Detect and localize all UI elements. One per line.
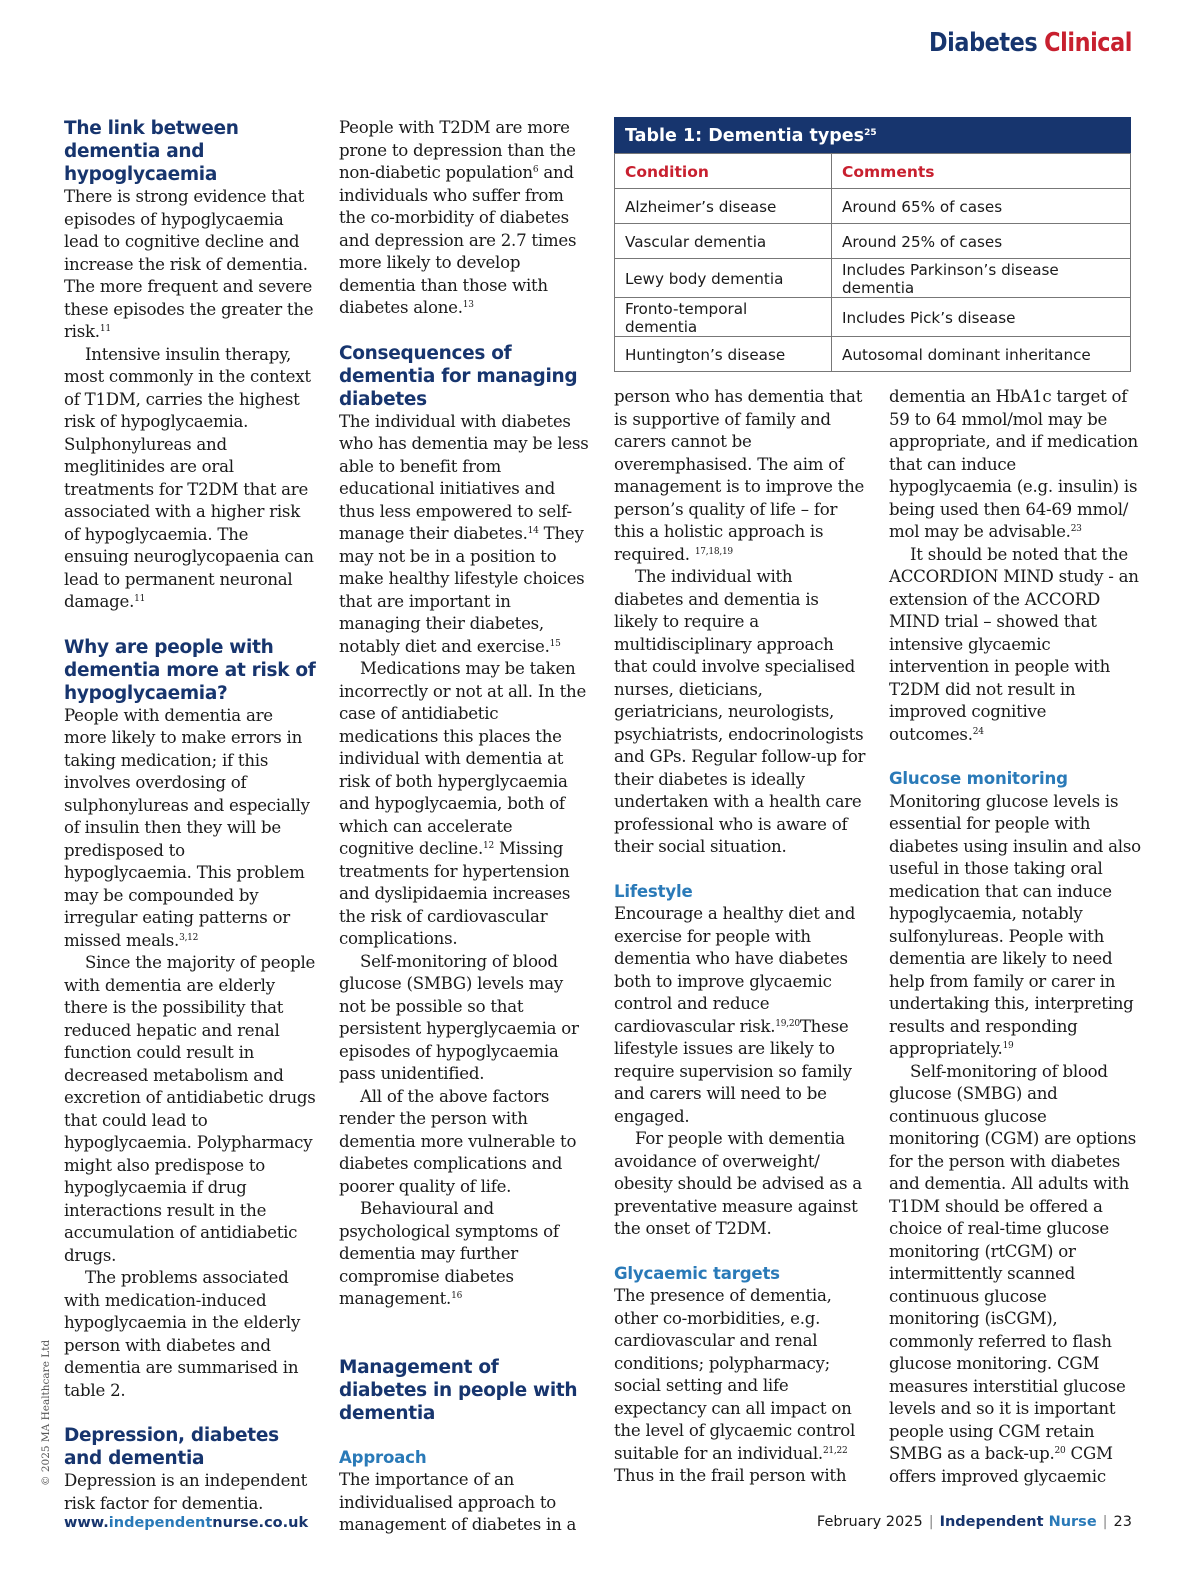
- table: [614, 153, 1131, 372]
- subheading-glycaemic-targets: Glycaemic targets: [614, 1263, 780, 1283]
- cell-condition: Huntington’s disease: [615, 337, 832, 372]
- reference: 16: [451, 1291, 463, 1301]
- cell-comment: Includes Parkinson’s disease dementia: [832, 259, 1131, 298]
- cell-condition: Alzheimer’s disease: [615, 189, 832, 224]
- reference: 6: [532, 165, 539, 175]
- paragraph: People with dementia are more likely to make errors in taking medication; if this involves overdosing of sulphonylureas and especially of insulin then they will be predisposed to hypoglycaemia. This problem may be compounded by irregular eating patterns or missed meals.$^{3,12}$: [64, 705, 310, 950]
- cell-comment: Includes Pick’s disease: [832, 298, 1131, 337]
- heading-management: Management of diabetes in people with dementia: [339, 1356, 578, 1424]
- paragraph: It should be noted that the ACCORDION MIND study - an extension of the ACCORD MIND trial – showed that intensive glycaemic intervention in people with T2DM did not result in improved cognitive outcomes.$^{24}$: [889, 544, 1139, 744]
- copyright-notice: © 2025 MA Healthcare Ltd: [40, 1339, 52, 1486]
- paragraph: All of the above factors render the person with dementia more vulnerable to diabetes complications and poorer quality of life.: [339, 1086, 577, 1196]
- paragraph: There is strong evidence that episodes of hypoglycaemia lead to cognitive decline and increase the risk of dementia. The more frequent and severe these episodes the greater the risk.$^{11}$: [64, 187, 314, 341]
- table-header-row: [615, 154, 1131, 189]
- dementia-types-table: [614, 117, 1131, 372]
- page-footer: February 2025 | Independent Nurse | 23: [816, 1514, 1132, 1530]
- paragraph: For people with dementia avoidance of overweight/ obesity should be advised as a preventative measure against the onset of T2DM.: [614, 1129, 862, 1238]
- paragraph: dementia an HbA1c target of 59 to 64 mmol/mol may be appropriate, and if medication that can induce hypoglycaemia (e.g. insulin) is being used then 64-69 mmol/ mol may be advisable.$^{23}$: [889, 387, 1138, 541]
- header-diabetes: Diabetes: [929, 28, 1038, 58]
- reference: 24: [972, 726, 984, 737]
- column-3: [614, 386, 866, 1488]
- paragraph: People with T2DM are more prone to depression than the non-diabetic population$^6$ and individuals who suffer from the co-morbidity of diabetes and depression are 2.7 times more likely to develop dementia than those with diabetes alone.$^{13}$: [339, 118, 577, 317]
- paragraph: The importance of an individualised approach to management of diabetes in a: [339, 1470, 577, 1534]
- cell-condition: Fronto-temporal dementia: [615, 298, 832, 337]
- heading-why-risk: Why are people with dementia more at risk of hypoglycaemia?: [64, 636, 316, 704]
- table-row: [615, 259, 1131, 298]
- table-row: [615, 224, 1131, 259]
- header-comments: Comments: [832, 154, 1131, 189]
- reference: 3,12: [179, 932, 199, 943]
- heading-link-dementia-hypoglycaemia: The link between dementia and hypoglycaemia: [64, 118, 239, 185]
- reference: 19: [1002, 1041, 1014, 1051]
- reference: 23: [1070, 524, 1082, 534]
- section-header: [929, 28, 1132, 58]
- paragraph: Self-monitoring of blood glucose (SMBG) levels may not be possible so that persistent hyperglycaemia or episodes of hypoglycaemia pass unidentified.: [339, 951, 579, 1083]
- reference: 17,18,19: [694, 546, 733, 557]
- table-row: [615, 337, 1131, 372]
- reference: 13: [462, 300, 474, 310]
- subheading-glucose-monitoring: Glucose monitoring: [889, 769, 1068, 788]
- reference: 25: [864, 128, 877, 138]
- column-1: [64, 117, 316, 1515]
- paragraph: Medications may be taken incorrectly or not at all. In the case of antidiabetic medications this places the individual with dementia at risk of both hyperglycaemia and hypoglycaemia, both of which can accelerate cognitive decline.$^{12}$ Missing treatments for hypertension and dyslipidaemia increases the risk of cardiovascular complications.: [339, 659, 587, 948]
- paragraph: The presence of dementia, other co-morbidities, e.g. cardiovascular and renal conditions; polypharmacy; social setting and life expectancy can all impact on the level of glycaemic control suitable for an individual.$^{21,22}$ Thus in the frail person with: [614, 1286, 856, 1485]
- header-clinical: Clinical: [1044, 28, 1132, 58]
- reference: 15: [549, 638, 561, 649]
- subheading-approach: Approach: [339, 1447, 427, 1467]
- paragraph: Behavioural and psychological symptoms of dementia may further compromise diabetes management.$^{16}$: [339, 1199, 559, 1308]
- paragraph: Intensive insulin therapy, most commonly in the context of T1DM, carries the highest risk of hypoglycaemia. Sulphonylureas and meglitinides are oral treatments for T2DM that are associated with a higher risk of hypoglycaemia. The ensuing neuroglycopaenia can lead to permanent neuronal damage.$^{11}$: [64, 344, 314, 611]
- heading-depression: Depression, diabetes and dementia: [64, 1425, 279, 1469]
- table-row: [615, 298, 1131, 337]
- paragraph: Monitoring glucose levels is essential for people with diabetes using insulin and also useful in those taking oral medication that can induce hypoglycaemia, notably sulfonylureas. People with dementia are likely to need help from family or carer in undertaking this, interpreting results and responding appropriately.$^{19}$: [889, 791, 1141, 1058]
- table-row: [615, 189, 1131, 224]
- paragraph: person who has dementia that is supportive of family and carers cannot be overemphasised. The aim of management is to improve the person’s quality of life – for this a holistic approach is required. $^{17,18,19}$: [614, 387, 865, 564]
- cell-comment: Around 25% of cases: [832, 224, 1131, 259]
- subheading-lifestyle: Lifestyle: [614, 881, 693, 901]
- website-link[interactable]: www.independentnurse.co.uk: [64, 1515, 309, 1531]
- reference: 11: [99, 324, 111, 334]
- cell-condition: Vascular dementia: [615, 224, 832, 259]
- reference: 21,22: [822, 1445, 848, 1456]
- cell-comment: Autosomal dominant inheritance: [832, 337, 1131, 372]
- paragraph: Depression is an independent risk factor for dementia.: [64, 1471, 308, 1513]
- table-title: Table 1: Dementia types$^{25}$: [614, 117, 1131, 153]
- reference: 12: [482, 841, 494, 851]
- cell-comment: Around 65% of cases: [832, 189, 1131, 224]
- heading-consequences: Consequences of dementia for managing diabetes: [339, 342, 578, 410]
- paragraph: Self-monitoring of blood glucose (SMBG) and continuous glucose monitoring (CGM) are options for the person with diabetes and dementia. All adults with T1DM should be offered a choice of real-time glucose monitoring (rtCGM) or intermittently scanned continuous glucose monitoring (isCGM), commonly referred to flash glucose monitoring. CGM measures interstitial glucose levels and so it is important people using CGM retain SMBG as a back-up.$^{20}$ CGM offers improved glycaemic: [889, 1061, 1137, 1486]
- reference: 19,20: [775, 1018, 800, 1029]
- paragraph: Encourage a healthy diet and exercise for people with dementia who have diabetes both to improve glycaemic control and reduce cardiovascular risk.$^{19,20}$These lifestyle issues are likely to require supervision so family and carers will need to be engaged.: [614, 904, 856, 1126]
- paragraph: The individual with diabetes and dementia is likely to require a multidisciplinary approach that could involve specialised nurses, dieticians, geriatricians, neurologists, psychiatrists, endocrinologists and GPs. Regular follow-up for their diabetes is ideally undertaken with a health care professional who is aware of their social situation.: [614, 567, 866, 856]
- paragraph: The problems associated with medication-induced hypoglycaemia in the elderly person with diabetes and dementia are summarised in table 2.: [64, 1268, 301, 1400]
- reference: 14: [527, 526, 539, 536]
- column-2: [339, 117, 591, 1537]
- reference: 20: [1054, 1446, 1066, 1456]
- publication-name: Independent Nurse: [939, 1514, 1097, 1530]
- reference: 11: [134, 594, 146, 604]
- paragraph: The individual with diabetes who has dementia may be less able to benefit from educational initiatives and thus less empowered to self-manage their diabetes.$^{14}$ They may not be in a position to make healthy lifestyle choices that are important in managing their diabetes, notably diet and exercise.$^{15}$: [339, 411, 589, 656]
- issue-date: February 2025: [816, 1514, 923, 1530]
- cell-condition: Lewy body dementia: [615, 259, 832, 298]
- page-number: 23: [1113, 1514, 1132, 1530]
- paragraph: Since the majority of people with dementia are elderly there is the possibility that reduced hepatic and renal function could result in decreased metabolism and excretion of antidiabetic drugs that could lead to hypoglycaemia. Polypharmacy might also predispose to hypoglycaemia if drug interactions result in the accumulation of antidiabetic drugs.: [64, 953, 316, 1265]
- column-4: [889, 386, 1141, 1488]
- header-condition: Condition: [615, 154, 832, 189]
